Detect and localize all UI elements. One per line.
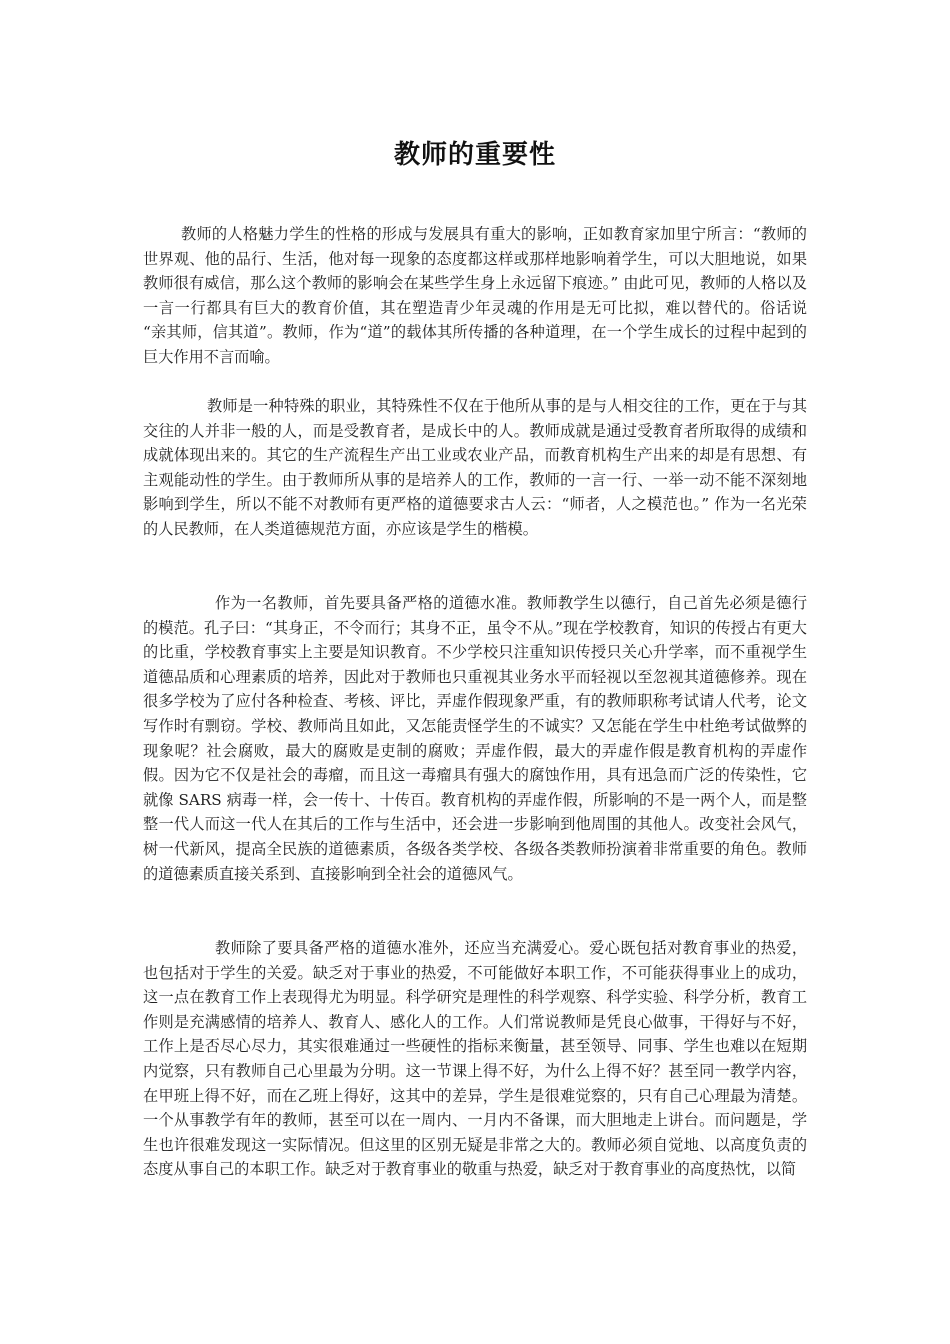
paragraph-4: 教师除了要具备严格的道德水准外，还应当充满爱心。爱心既包括对教育事业的热爱，也包括对于学生的关爱。缺乏对于事业的热爱，不可能做好本职工作，不可能获得事业上的成功，这一点在教育工作上表现得尤为明显。科学研究是理性的科学观察、科学实验、科学分析，教育工作则是充满感情的培养人、教育人、感化人的工作。人们常说教师是凭良心做事，干得好与不好，工作上是否尽心尽力，其实很难通过一些硬性的指标来衡量，甚至领导、同事、学生也难以在短期内觉察，只有教师自己心里最为分明。这一节课上得不好，为什么上得不好？甚至同一教学内容，在甲班上得不好，而在乙班上得好，这其中的差异，学生是很难觉察的，只有自己心理最为清楚。一个从事教学有年的教师，甚至可以在一周内、一月内不备课，而大胆地走上讲台。而问题是，学生也许很难发现这一实际情况。但这里的区别无疑是非常之大的。教师必须自觉地、以高度负责的态度从事自己的本职工作。缺乏对于教育事业的敬重与热爱，缺乏对于教育事业的高度热忱，以简 xyxy=(143,939,807,1179)
paragraph-3: 作为一名教师，首先要具备严格的道德水准。教师教学生以德行，自己首先必须是德行的模范。孔子曰：“其身正，不令而行；其身不正，虽令不从。”现在学校教育，知识的传授占有更大的比重，学校教育事实上主要是知识教育。不少学校只注重知识传授只关心升学率，而不重视学生道德品质和心理素质的培养，因此对于教师也只重视其业务水平而轻视以至忽视其道德修养。现在很多学校为了应付各种检查、考核、评比，弄虚作假现象严重，有的教师职称考试请人代考，论文写作时有剽窃。学校、教师尚且如此，又怎能责怪学生的不诚实？又怎能在学生中杜绝考试做弊的现象呢？社会腐败，最大的腐败是吏制的腐败；弄虚作假，最大的弄虚作假是教育机构的弄虚作假。因为它不仅是社会的毒瘤，而且这一毒瘤具有强大的腐蚀作用，具有迅急而广泛的传染性，它就像 SARS 病毒一样，会一传十、十传百。教育机构的弄虚作假，所影响的不是一两个人，而是整整一代人而这一代人在其后的工作与生活中，还会进一步影响到他周围的其他人。改变社会风气，树一代新风，提高全民族的道德素质，各级各类学校、各级各类教师扮演着非常重要的角色。教师的道德素质直接关系到、直接影响到全社会的道德风气。 xyxy=(143,594,807,883)
document-title: 教师的重要性 xyxy=(393,140,556,170)
paragraph-2: 教师是一种特殊的职业，其特殊性不仅在于他所从事的是与人相交往的工作，更在于与其交往的人并非一般的人，而是受教育者，是成长中的人。教师成就是通过受教育者所取得的成绩和成就体现出来的。其它的生产流程生产出工业或农业产品，而教育机构生产出来的却是有思想、有主观能动性的学生。由于教师所从事的是培养人的工作，教师的一言一行、一举一动不能不深刻地影响到学生，所以不能不对教师有更严格的道德要求古人云：“师者，人之模范也。” 作为一名光荣的人民教师，在人类道德规范方面，亦应该是学生的楷模。 xyxy=(143,397,807,538)
paragraph-1: 教师的人格魅力学生的性格的形成与发展具有重大的影响，正如教育家加里宁所言：“教师的世界观、他的品行、生活，他对每一现象的态度都这样或那样地影响着学生，可以大胆地说，如果教师很有威信，那么这个教师的影响会在某些学生身上永远留下痕迹。” 由此可见，教师的人格以及一言一行都具有巨大的教育价值，其在塑造青少年灵魂的作用是无可比拟，难以替代的。俗话说 “亲其师，信其道”。教师，作为“道”的载体其所传播的各种道理，在一个学生成长的过程中起到的巨大作用不言而喻。 xyxy=(143,225,807,366)
